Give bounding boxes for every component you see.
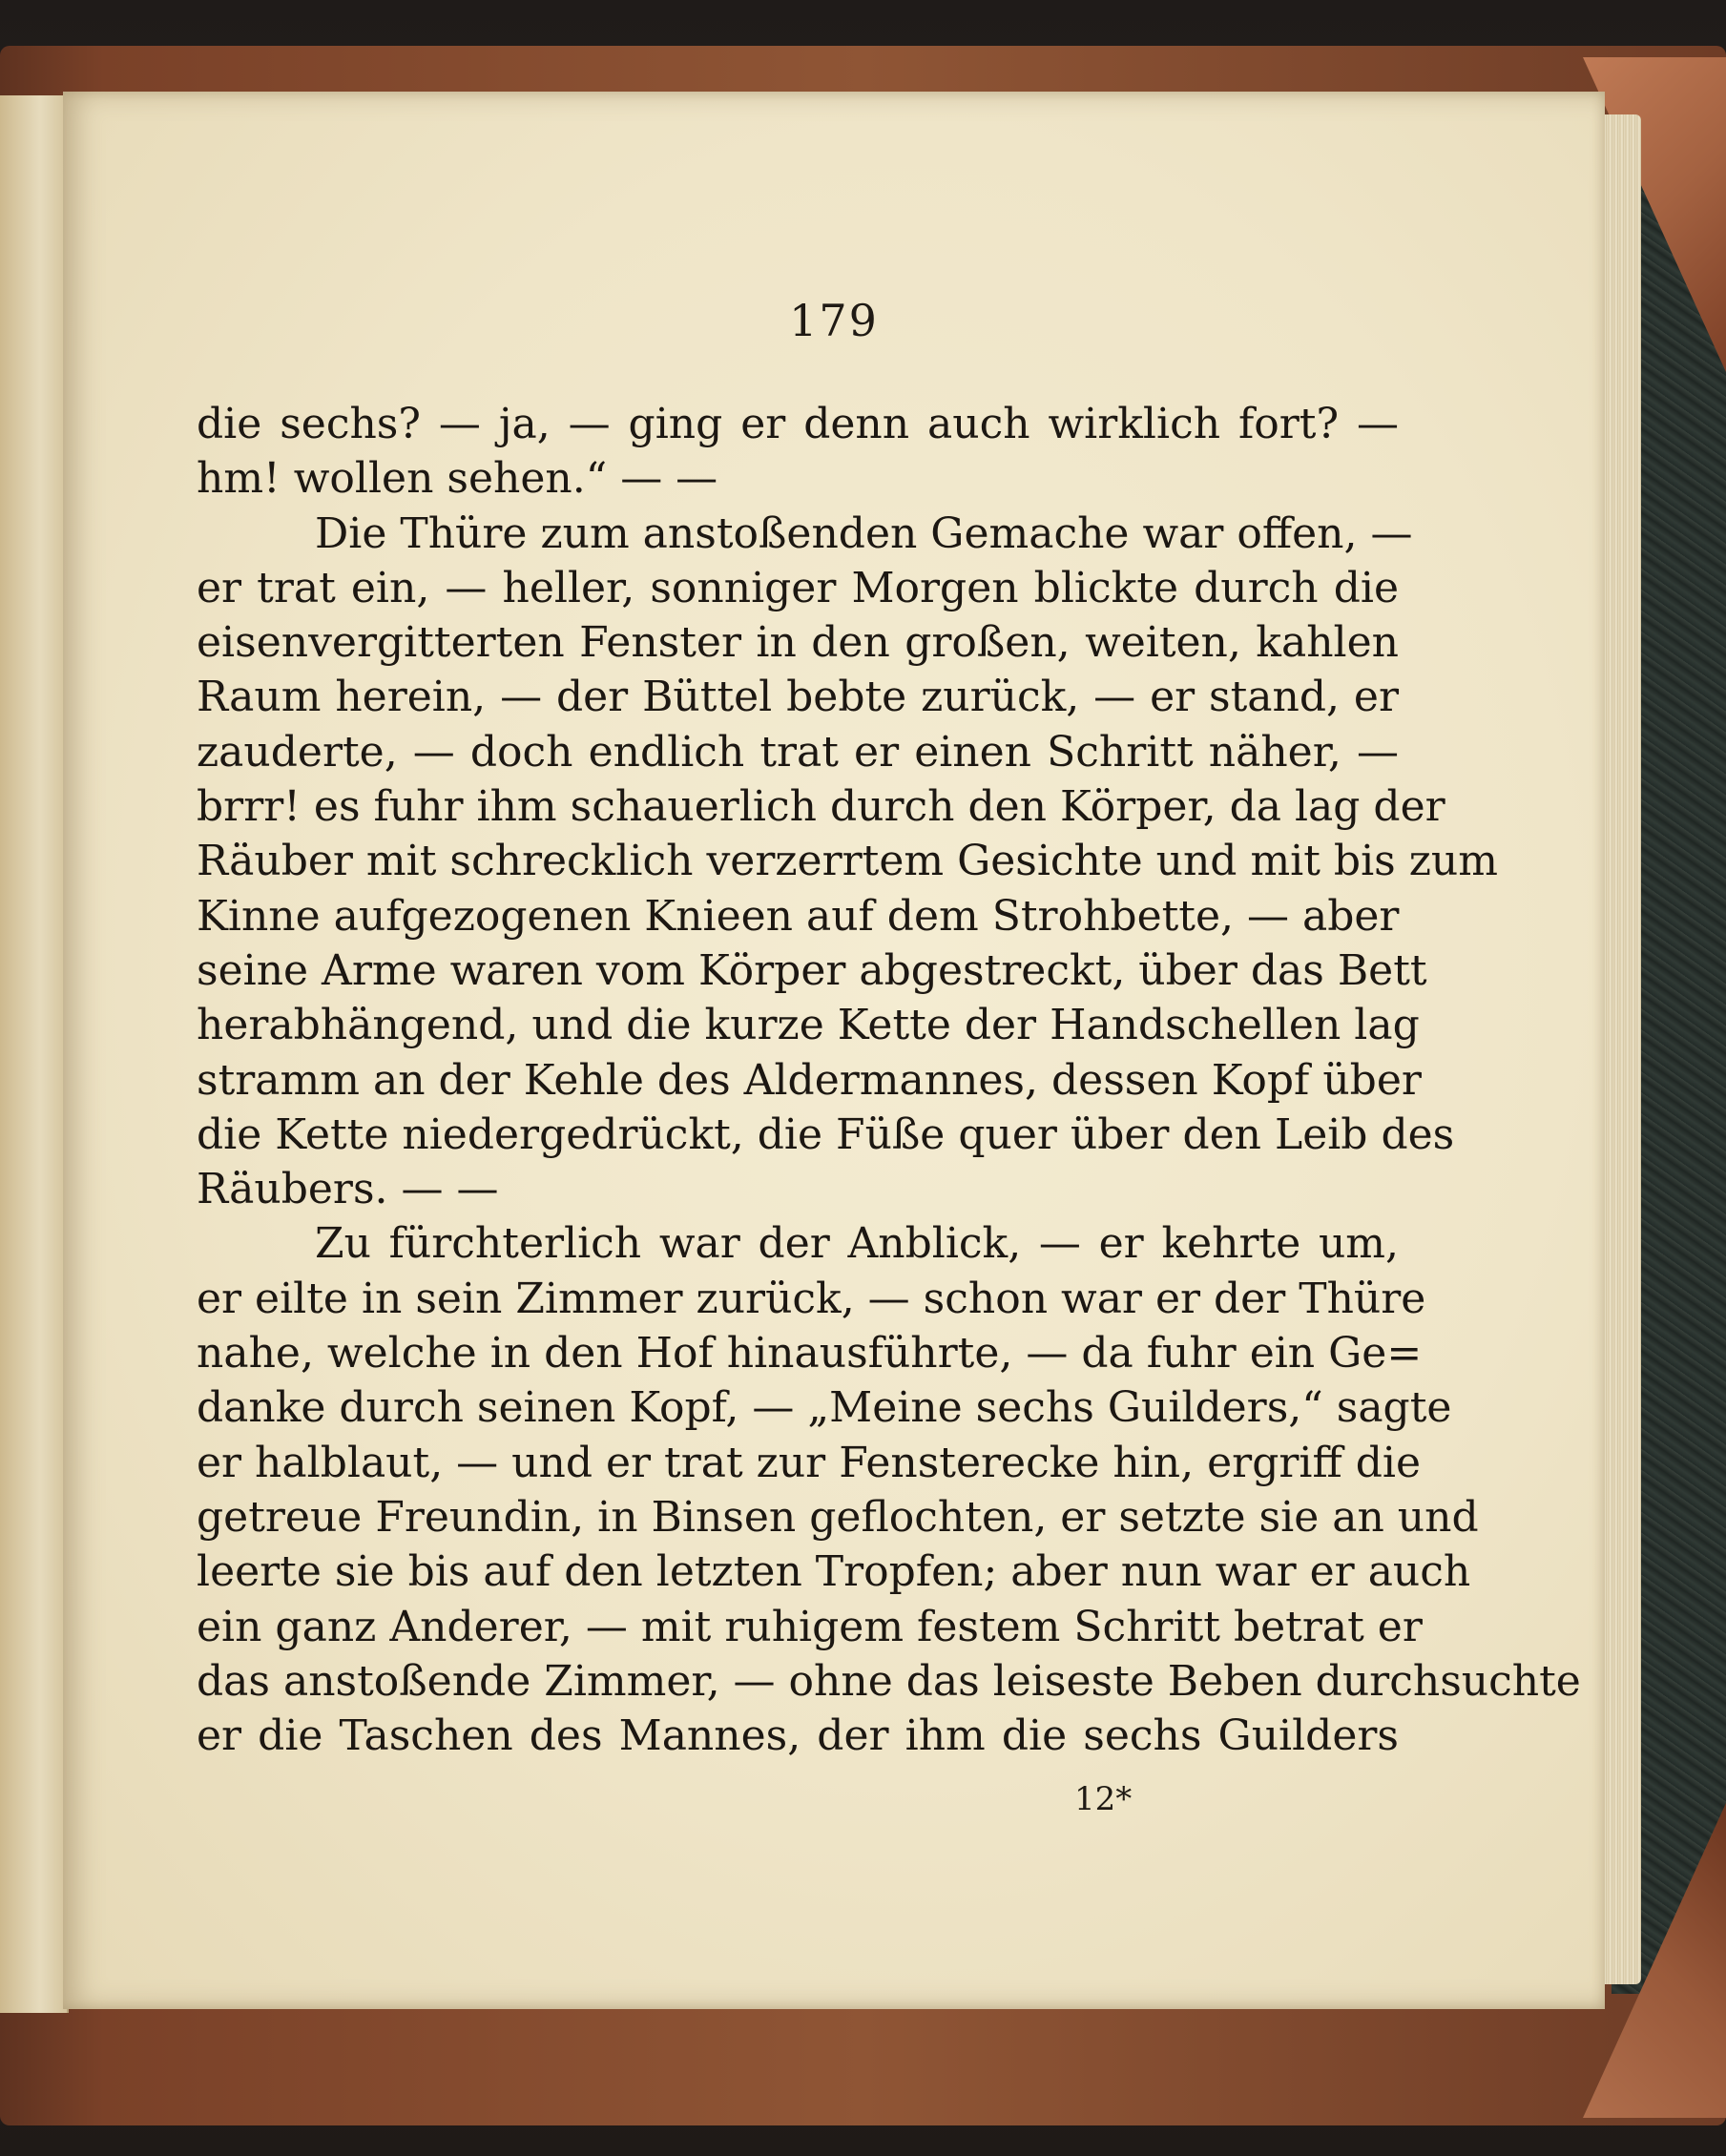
body-text [197,397,1581,1763]
text-line-21: getreue Freundin, in Binsen geflochten, er setzte sie an und [197,1492,1479,1542]
text-line-1: die sechs? — ja, — ging er denn auch wirklich fort? — [197,400,1399,448]
text-line-4: er trat ein, — heller, sonniger Morgen blickte durch die [197,563,1399,612]
text-line-22: leerte sie bis auf den letzten Tropfen; aber nun war er auch [197,1547,1471,1597]
text-line-6: Raum herein, — der Büttel bebte zurück, — er stand, er [197,673,1399,722]
text-line-9: Räuber mit schrecklich verzerrtem Gesichte und mit bis zum [197,837,1498,886]
text-line-24: das anstoßende Zimmer, — ohne das leiseste Beben durchsuchte [197,1656,1581,1706]
page-number: 179 [789,295,879,346]
text-line-3: Die Thüre zum anstoßenden Gemache war offen, — [315,508,1413,558]
text-line-5: eisenvergitterten Fenster in den großen, weiten, kahlen [197,618,1399,668]
text-line-12: herabhängend, und die kurze Kette der Handschellen lag [197,1001,1420,1050]
text-line-2: hm! wollen sehen.“ — — [197,454,718,504]
text-line-23: ein ganz Anderer, — mit ruhigem festem Schritt betrat er [197,1602,1423,1651]
text-line-11: seine Arme waren vom Körper abgestreckt, über das Bett [197,945,1427,995]
text-line-14: die Kette niedergedrückt, die Füße quer über den Leib des [197,1109,1455,1159]
text-line-8: brrr! es fuhr ihm schauerlich durch den Körper, da lag der [197,782,1445,832]
text-line-17: er eilte in sein Zimmer zurück, — schon war er der Thüre [197,1274,1426,1323]
text-line-16: Zu fürchterlich war der Anblick, — er kehrte um, [315,1219,1399,1269]
text-line-20: er halblaut, — und er trat zur Fensterecke hin, ergriff die [197,1438,1421,1487]
text-line-10: Kinne aufgezogenen Knieen auf dem Strohbette, — aber [197,891,1400,941]
signature-mark: 12* [1074,1780,1133,1818]
book-page [63,92,1605,2009]
text-line-13: stramm an der Kehle des Aldermannes, dessen Kopf über [197,1055,1422,1105]
text-line-15: Räubers. — — [197,1165,499,1214]
text-line-7: zauderte, — doch endlich trat er einen Schritt näher, — [197,727,1399,777]
text-line-18: nahe, welche in den Hof hinausführte, — da fuhr ein Ge= [197,1329,1423,1379]
left-page-edge [0,95,69,2013]
text-line-19: danke durch seinen Kopf, — „Meine sechs Guilders,“ sagte [197,1383,1452,1433]
text-line-25: er die Taschen des Mannes, der ihm die sechs Guilders [197,1711,1399,1761]
